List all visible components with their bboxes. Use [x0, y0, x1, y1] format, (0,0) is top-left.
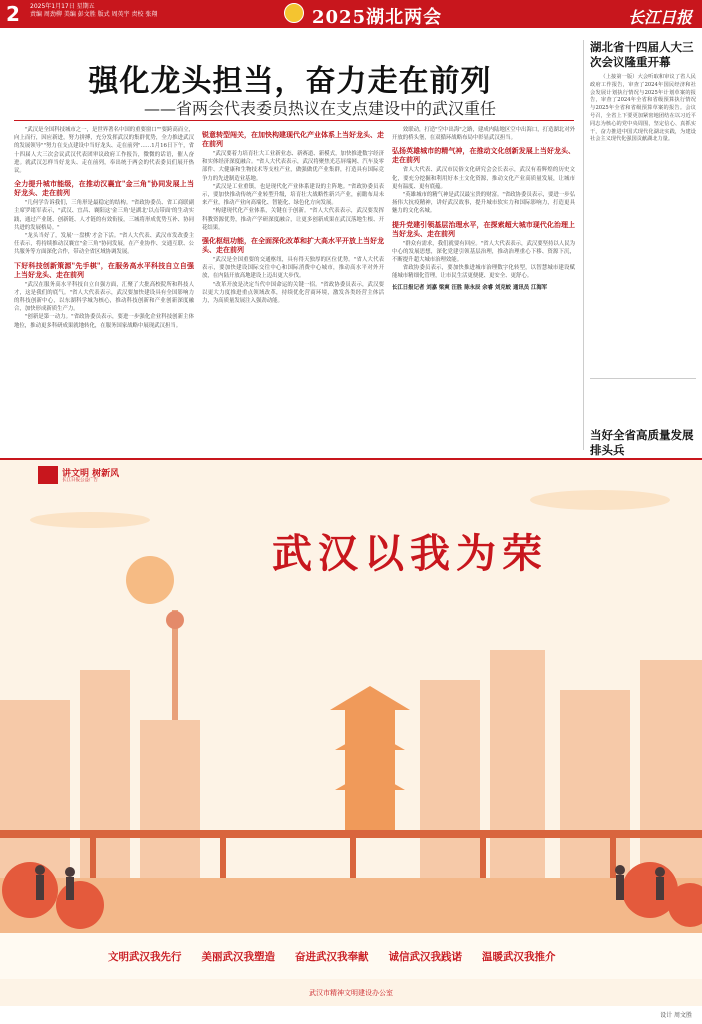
- article-paragraph: "武汉要着力培育壮大工业新业态、新赛道、新模式，加快推进数字经济和实体经济深度融合。"省人大代表表示，武汉将聚焦光芯屏端网、汽车及零部件、大健康和生物技术等支柱产业，做强做优产业集群，打造具有国际竞争力的先进制造业基地。: [202, 151, 384, 182]
- masthead-credits: 责编 周劲柳 美编 彭文胜 版式 周英宇 责校 张翔: [30, 11, 158, 18]
- section-heading: 全力提升城市能级，在推动汉襄宜"金三角"协同发展上当好龙头、走在前列: [14, 179, 194, 198]
- article-paragraph: 省人大代表、武汉市民俗文化研究会会长表示，武汉有着辉煌的历史文化，要充分挖掘和利用好本土文化资源，推动文化产业高质量发展，让城市更有温度、更有底蕴。: [392, 167, 575, 190]
- side-divider: [590, 378, 696, 379]
- article-paragraph: "武汉是全国重要的交通枢纽，具有得天独厚的区位优势。"省人大代表表示，要加快建设国际交往中心和国际消费中心城市，推动高水平对外开放，在内陆开放高地建设上迈出更大步伐。: [202, 257, 384, 280]
- poster-organizer: 武汉市精神文明建设办公室: [309, 989, 393, 997]
- article-paragraph: "武汉是工业重镇，也是现代化产业体系建设的主阵地。"省政协委员表示，要加快推动传统产业转型升级，培育壮大战略性新兴产业，前瞻布局未来产业，推动产业向高端化、智能化、绿色化方向发展。: [202, 183, 384, 207]
- headline: 强化龙头担当，奋力走在前列: [88, 64, 492, 99]
- article-column-3: [392, 126, 575, 448]
- slogan-item: 文明武汉我先行: [108, 951, 182, 963]
- article-column-1: [14, 126, 194, 448]
- column-divider: [583, 40, 584, 450]
- side-text-1: （上接第一版）大会听取和审议了省人民政府工作报告，审查了2024年国民经济和社会发展计划执行情况与2025年计划草案的报告，审查了2024年全省和省级预算执行情况与2025年全省和省级预算草案的报告。会议号召，全省上下要更加紧密地团结在以习近平同志为核心的党中央周围，坚定信心、真抓实干，奋力推进中国式现代化湖北实践，为建设社会主义现代化强国贡献湖北力量。: [590, 74, 696, 143]
- masthead-date: 2025年1月17日 星期五: [30, 3, 95, 10]
- side-headline-2: 当好全省高质量发展排头兵: [590, 428, 694, 457]
- article-paragraph: "武汉在服务高水平科技自立自强方面，汇聚了大批高校院所和科技人才，这是我们的底气。"省人大代表表示，武汉要加快建设具有全国影响力的科技创新中心，以东湖科学城为核心，推动科技创新和产业创新深度融合，加快形成新质生产力。: [14, 281, 194, 313]
- page-number: 2: [6, 2, 20, 26]
- civilization-logo-icon: [38, 466, 58, 484]
- masthead: [0, 0, 702, 28]
- article-byline: 长江日报记者 刘嘉 梁爽 汪胜 陈永辰 余睿 刘克蛟 通讯员 江海军: [392, 284, 548, 291]
- article-paragraph: "龙头当好了，发展'一盘棋'才会下活。"省人大代表、武汉市发改委主任表示，将持续推动汉襄宜"金三角"协同发展，在产业协作、交通互联、公共服务等方面深化合作，带动全省区域协调发展。: [14, 233, 194, 256]
- article-column-2: [202, 126, 384, 448]
- section-title: 2025湖北两会: [312, 7, 443, 28]
- public-service-poster: [0, 458, 702, 1006]
- article-lead: "武汉是全国科技城市之一，是世界著名中国的重要窗口""要跨高而立，向上而行，因应新进，努力拼搏，充分发挥武汉的集群优势，全力推进武汉的发展领导""努力在支点建设中当好龙头、走在前列"……1月16日下午，省十四届人大三次会议武汉代表团审议政府工作报告，微微的话语，催人奋进。就武汉怎样当好龙头、走在前列，奉出统于两会的代表委员们展开热议。: [14, 127, 194, 175]
- side-headline-1: 湖北省十四届人大三次会议隆重开幕: [590, 40, 694, 69]
- poster-title: 武汉以我为荣: [272, 530, 548, 577]
- article-paragraph: "英雄城市的精气神是武汉最宝贵的财富。"省政协委员表示，要进一步弘扬伟大抗疫精神，讲好武汉故事，提升城市软实力和国际影响力，打造更具魅力的文化名城。: [392, 192, 575, 215]
- slogan-bar: [0, 933, 702, 979]
- article-paragraph: "群众有需求，我们就要有回应。"省人大代表表示，武汉要坚持以人民为中心的发展思想，深化党建引领基层治理，推动治理重心下移、资源下沉，不断提升超大城市治理效能。: [392, 240, 575, 264]
- poster-brand: 讲文明 树新风: [62, 469, 120, 479]
- headline-divider: [14, 120, 574, 121]
- masthead-info: [30, 3, 240, 19]
- article-paragraph: "创新是第一动力。"省政协委员表示，要进一步强化企业科技创新主体地位，推动更多科研成果就地转化，在服务国家战略中展现武汉担当。: [14, 314, 194, 329]
- slogan-item: 美丽武汉我塑造: [201, 951, 275, 963]
- section-heading: 强化枢纽功能，在全面深化改革和扩大高水平开放上当好龙头、走在前列: [202, 236, 384, 255]
- poster-brand-sub: 长江日报公益广告: [62, 478, 98, 483]
- section-heading: 下好科技创新策源"先手棋"，在服务高水平科技自立自强上当好龙头、走在前列: [14, 260, 194, 279]
- section-heading: 弘扬英雄城市的精气神，在推动文化创新发展上当好龙头、走在前列: [392, 146, 575, 165]
- section-heading: 锐意转型闯关，在加快构建现代化产业体系上当好龙头、走在前列: [202, 130, 384, 148]
- article-paragraph: "构建现代化产业体系，关键在于创新。"省人大代表表示，武汉要发挥科教资源优势，推动产学研深度融合，让更多创新成果在武汉落地生根、开花结果。: [202, 208, 384, 231]
- section-heading: 提升党建引领基层治理水平，在探索超大城市现代化治理上当好龙头、走在前列: [392, 219, 575, 238]
- side-column: [590, 40, 696, 457]
- design-credit: 设计 周文胜: [660, 1012, 692, 1019]
- article-paragraph: 省政协委员表示，要加快推进城市治理数字化转型，以智慧城市建设赋能城市精细化管理，让市民生活更便捷、更安全、更舒心。: [392, 265, 575, 280]
- article-paragraph: "改革开放是决定当代中国命运的关键一招。"省政协委员表示，武汉要以更大力度推进重点领域改革，持续优化营商环境，激发各类经营主体活力，为高质量发展注入强劲动能。: [202, 281, 384, 305]
- article-paragraph: 效联动，打造"空中出海"之路，建成内陆地区空中出海口，打造湖北对外开放的桥头堡，在双循环战略布局中彰显武汉担当。: [392, 127, 575, 142]
- slogan-item: 温暖武汉我推介: [482, 951, 556, 963]
- slogan-item: 诚信武汉我践诺: [388, 951, 462, 963]
- paper-logo: 长江日报: [627, 8, 692, 27]
- slogan-item: 奋进武汉我奉献: [295, 951, 369, 963]
- subheadline: ——省两会代表委员热议在支点建设中的武汉重任: [143, 99, 496, 118]
- article-paragraph: "几何学告诉我们，三角形是最稳定的结构。"省政协委员、省工商联副主席罗绪军表示，"武汉、宜昌、襄阳这'金三角'是湖北'以点带面'的生动实践，通过产业链、创新链、人才链的有效衔接，三城将形成优势互补、协同共进的发展格局。": [14, 200, 194, 231]
- national-emblem-icon: [284, 3, 304, 23]
- slogan-list: [108, 949, 698, 964]
